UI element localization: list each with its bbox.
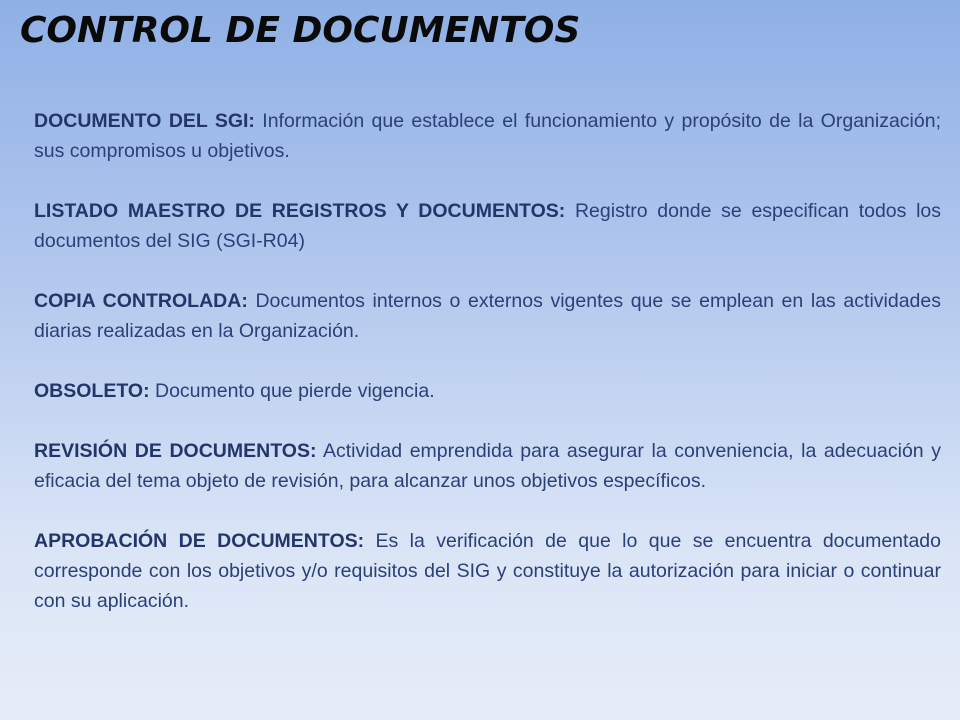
definition-term: DOCUMENTO DEL SGI:	[34, 110, 255, 132]
definition-text: Documentos internos o externos vigentes que se emplean en las actividades diarias realizadas en la Organización.	[34, 290, 941, 342]
definition-copia-controlada	[34, 286, 941, 346]
definition-text: Documento que pierde vigencia.	[149, 380, 435, 402]
definition-term: APROBACIÓN DE DOCUMENTOS:	[34, 530, 365, 552]
definition-documento-sgi	[34, 106, 941, 166]
slide-title: CONTROL DE DOCUMENTOS	[20, 10, 581, 51]
definition-term: REVISIÓN DE DOCUMENTOS:	[34, 440, 317, 462]
definition-text: Información que establece el funcionamiento y propósito de la Organización; sus compromisos u objetivos.	[34, 110, 941, 162]
definition-text: Registro donde se especifican todos los documentos del SIG (SGI-R04)	[34, 200, 942, 252]
definitions-list	[34, 106, 941, 646]
definition-obsoleto	[34, 376, 941, 406]
definition-term: COPIA CONTROLADA:	[34, 290, 248, 312]
definition-term: OBSOLETO:	[34, 380, 150, 402]
definition-text: Actividad emprendida para asegurar la conveniencia, la adecuación y eficacia del tema objeto de revisión, para alcanzar unos objetivos específicos.	[34, 440, 941, 492]
definition-term: LISTADO MAESTRO DE REGISTROS Y DOCUMENTOS:	[34, 200, 566, 222]
definition-aprobacion-documentos	[34, 526, 941, 616]
definition-text: Es la verificación de que lo que se encuentra documentado corresponde con los objetivos y/o requisitos del SIG y constituye la autorización para iniciar o continuar con su aplicación.	[34, 530, 941, 612]
definition-revision-documentos	[34, 436, 941, 496]
definition-listado-maestro	[34, 196, 941, 256]
